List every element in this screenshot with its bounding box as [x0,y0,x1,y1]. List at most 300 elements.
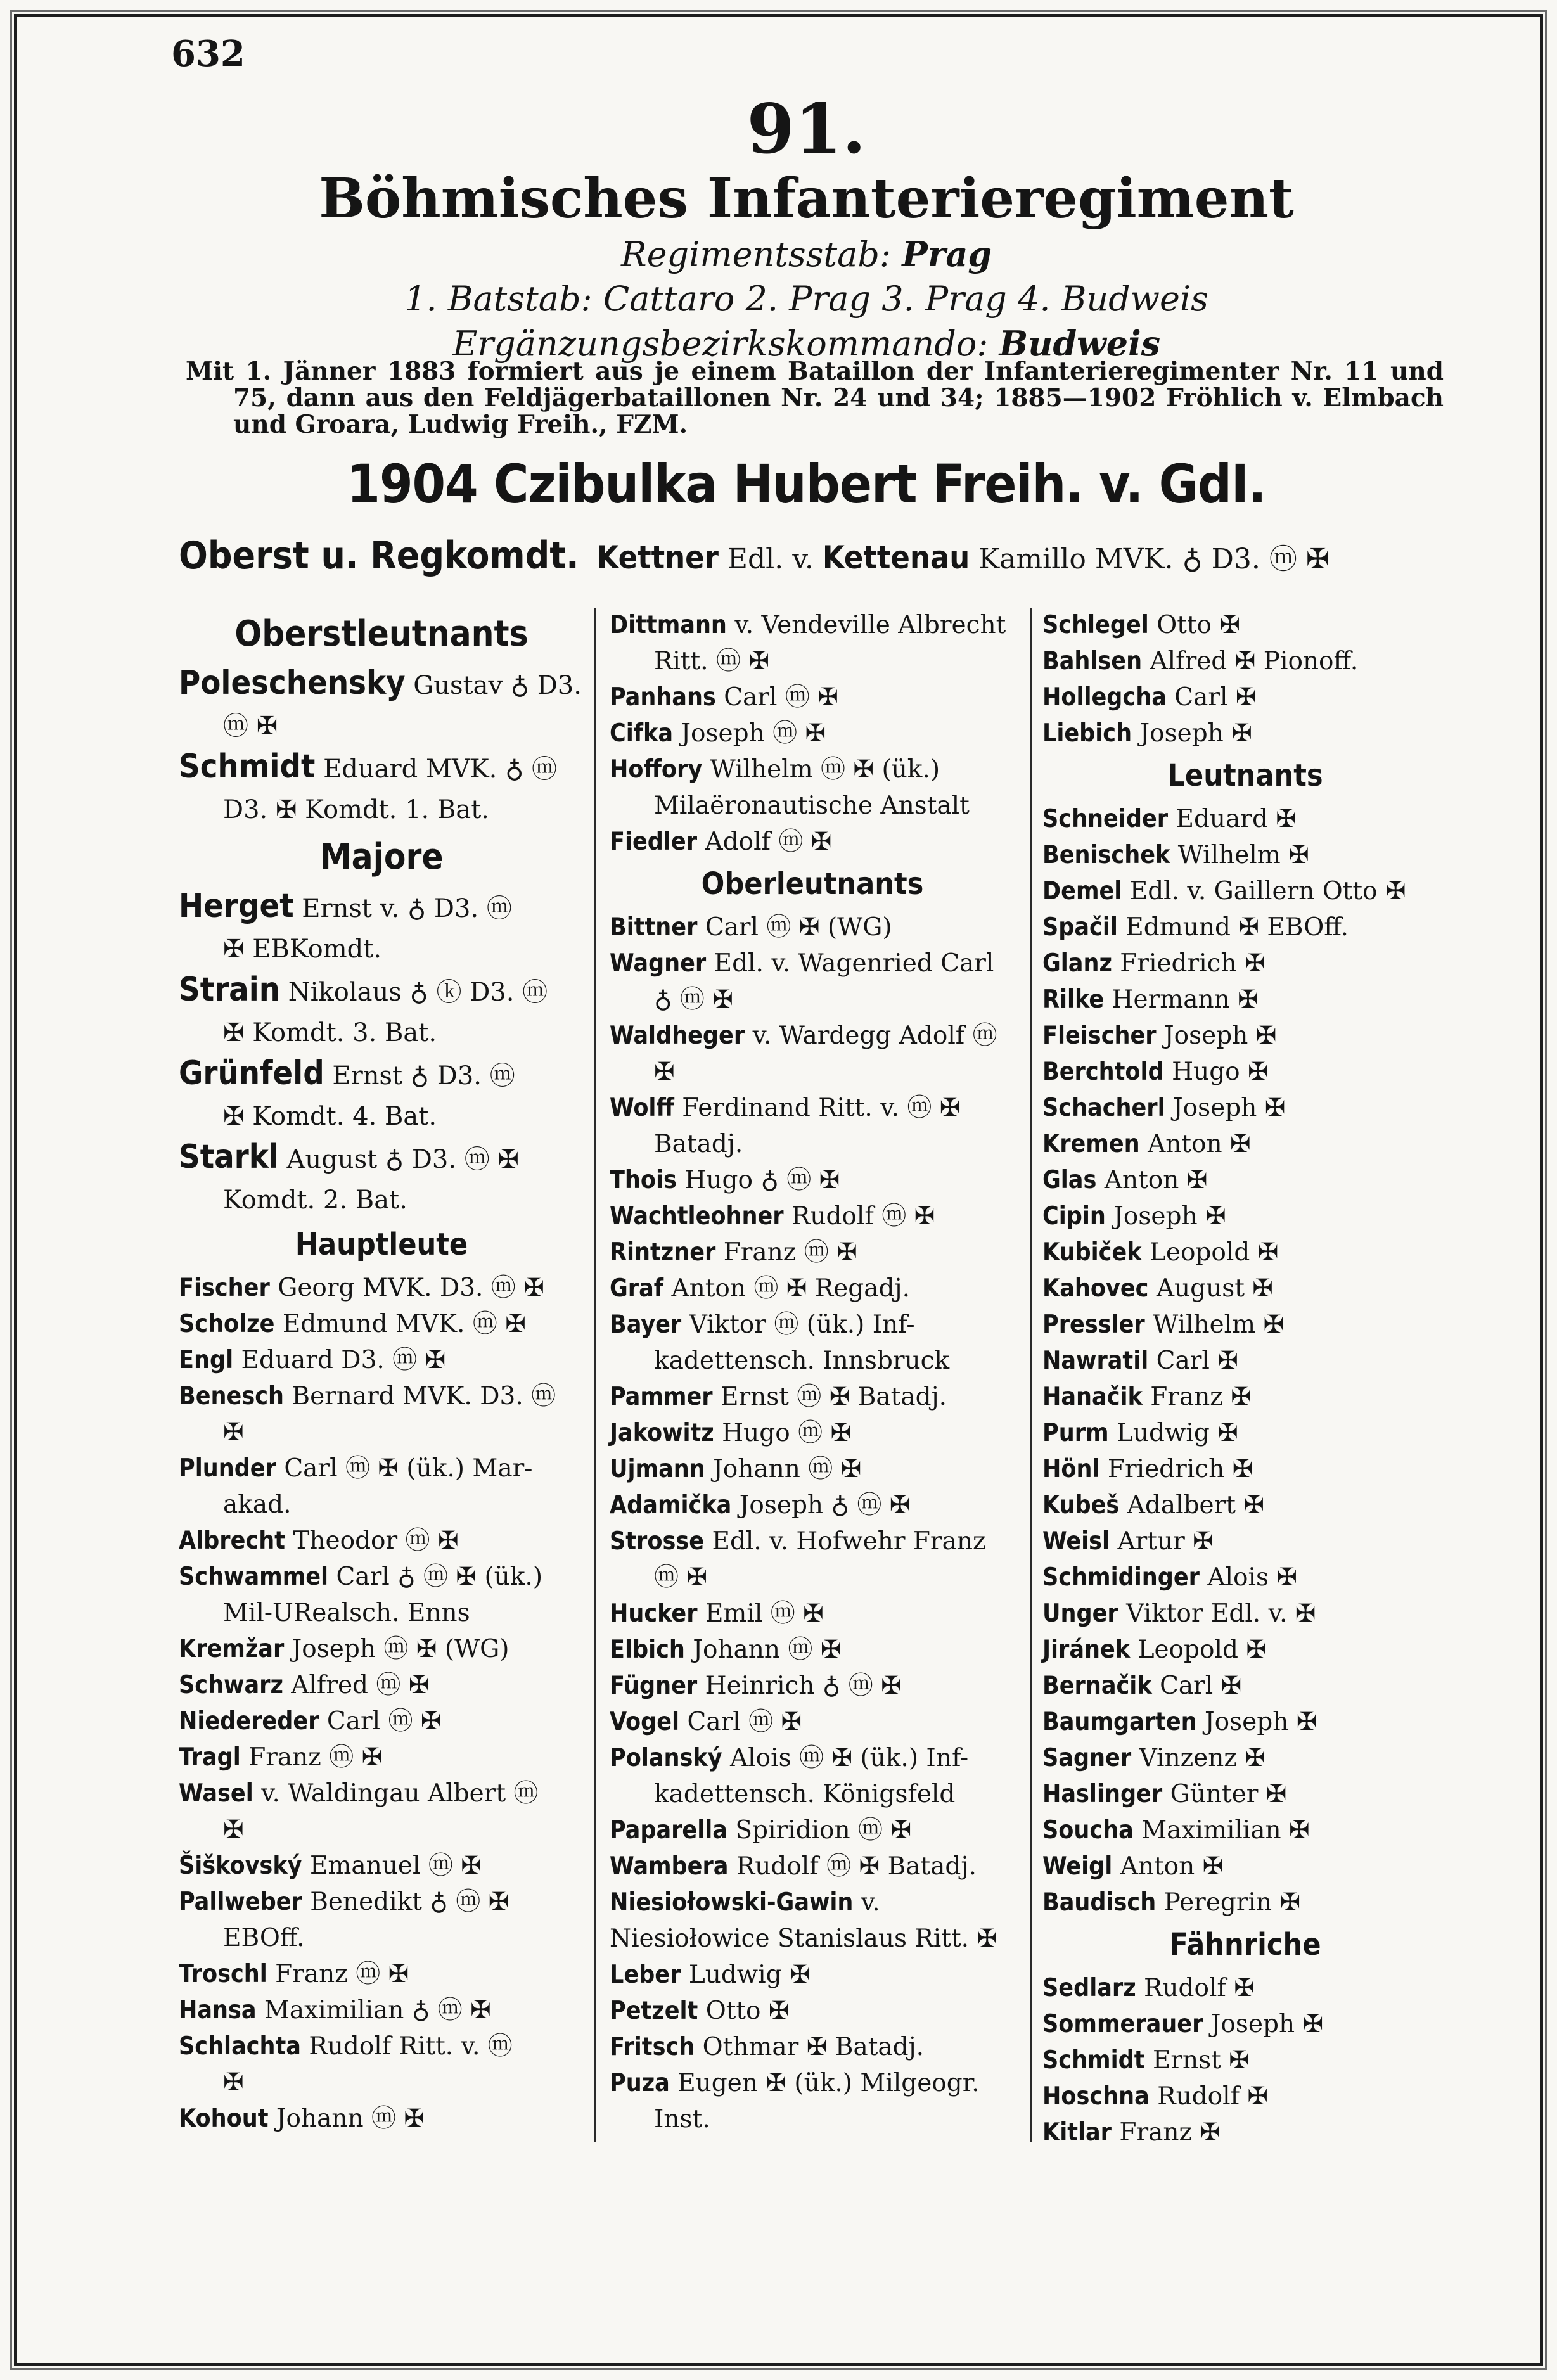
list-oberstleutnants [179,663,584,830]
entry-details: Joseph ✠ [1139,719,1252,748]
section-heading-hauptleute: Hauptleute [295,1227,468,1262]
entry-details: Otto ✠ [1157,611,1241,639]
roster-entry [1042,945,1448,982]
entry-details: Spiridion ⓜ ✠ [735,1816,912,1845]
entry-details: Carl ♁ ⓜ ✠ (ük.) [336,1563,543,1591]
roster-entry [1042,1379,1448,1415]
entry-continuation: Mil-URealsch. Enns [223,1599,470,1627]
district-label: Ergänzungsbezirkskommando: [452,324,989,364]
roster-entry [179,1306,584,1342]
section-heading-leutnants: Leutnants [1167,758,1323,793]
entry-details: Alois ⓜ ✠ (ük.) Inf- [729,1744,969,1772]
entry-surname: Fritsch [610,2033,695,2061]
roster-entry [179,2101,584,2137]
colonel-line [179,532,1446,583]
regiment-history: Mit 1. Jänner 1883 formiert aus je einem Bataillon der Infanterieregimenter Nr. 11 und 75, dann aus den Feldjägerbataillonen Nr. 24 und 34; 1885—1902 Fröhlich v. Elmbach und Groara, Ludwig Freih., FZM. [186,357,1444,439]
roster-entry [179,1053,584,1096]
colonel-surname-2: Kettenau [822,539,970,576]
entry-details: Emanuel ⓜ ✠ [309,1852,482,1880]
entry-continuation: kadettensch. Innsbruck [654,1347,950,1375]
entry-details: Hermann ✠ [1112,985,1259,1014]
entry-details: Ernst ♁ D3. ⓜ [332,1061,515,1091]
roster-entry [179,1450,584,1487]
entry-details: Wilhelm ⓜ ✠ (ük.) [710,755,940,784]
roster-entry [610,1451,1015,1487]
entry-details: Leopold ✠ [1149,1238,1279,1267]
roster-entry [1042,1884,1448,1921]
entry-surname: Schlachta [179,2032,301,2061]
roster-entry [610,607,1015,643]
entry-surname: Wambera [610,1852,729,1881]
entry-surname: Hanačik [1042,1383,1143,1411]
entry-details: Rudolf ⓜ ✠ [791,1202,935,1231]
entry-details: Joseph ⓜ ✠ (WG) [292,1635,509,1663]
list-oberleutnants [610,909,1015,2137]
entry-surname: Hucker [610,1599,698,1628]
entry-surname: Schmidt [179,748,316,786]
roster-entry [1042,873,1448,909]
entry-surname: Kubeš [1042,1491,1120,1519]
roster-entry [1042,1487,1448,1523]
entry-details: Wilhelm ✠ [1177,841,1309,869]
entry-surname: Paparella [610,1816,727,1845]
entry-surname: Fügner [610,1672,698,1700]
entry-details: Eduard D3. ⓜ ✠ [241,1346,446,1374]
entry-details: Maximilian ♁ ⓜ ✠ [264,1996,491,2025]
roster-entry [1042,2006,1448,2042]
entry-details: Carl ✠ [1160,1672,1242,1700]
roster-entry [1042,1970,1448,2006]
entry-surname: Kohout [179,2104,269,2133]
list-majore [179,886,584,1220]
entry-details: Carl ⓜ ✠ [687,1708,802,1736]
entry-surname: Bittner [610,913,698,942]
entry-details: Edl. v. Hofwehr Franz [712,1527,986,1556]
entry-details: Franz ⓜ ✠ [275,1960,409,1988]
entry-details: Benedikt ♁ ⓜ ✠ [310,1888,509,1916]
entry-details: Viktor ⓜ (ük.) Inf- [689,1310,915,1339]
roster-entry [610,1668,1015,1704]
roster-entry [179,1342,584,1378]
roster-entry [610,1993,1015,2029]
entry-details: Ludwig ✠ [688,1961,811,1989]
district-city: Budweis [999,323,1161,364]
entry-details: Franz ⓜ ✠ [723,1238,857,1267]
list-oberleutnants-continued [1042,607,1448,752]
entry-surname: Rintzner [610,1238,716,1267]
entry-details: v. Wardegg Adolf ⓜ [752,1021,997,1050]
roster-entry [179,1137,584,1180]
entry-surname: Strain [179,971,281,1009]
entry-details: Carl ✠ [1156,1347,1238,1375]
entry-surname: Pressler [1042,1310,1145,1339]
entry-details: Friedrich ✠ [1107,1455,1253,1483]
colonel-label: Oberst u. Regkomdt. [179,534,579,578]
list-hauptleute [179,1270,584,2137]
entry-details: Adalbert ✠ [1127,1491,1265,1519]
roster-entry [610,945,1015,982]
roster-entry [610,1596,1015,1632]
entry-surname: Sedlarz [1042,1974,1136,2002]
regiment-owner: 1904 Czibulka Hubert Freih. v. GdI. [347,453,1266,515]
entry-continuation: D3. ✠ Komdt. 1. Bat. [223,795,490,824]
entry-surname: Troschl [179,1960,267,1988]
regiment-number: 91. [746,89,866,169]
roster-entry [610,909,1015,945]
entry-surname: Panhans [610,683,716,712]
entry-surname: Scholze [179,1310,275,1338]
list-leutnants [1042,801,1448,1921]
roster-entry [179,746,584,790]
entry-surname: Polanský [610,1744,722,1772]
entry-details: Joseph ✠ [1113,1202,1226,1231]
roster-entry [179,1703,584,1739]
entry-details: Heinrich ♁ ⓜ ✠ [705,1672,902,1700]
battalion-staffs: 1. Batstab: Cattaro 2. Prag 3. Prag 4. Budweis [404,279,1208,319]
roster-entry [610,1090,1015,1126]
roster-entry [610,1740,1015,1776]
entry-details: Hugo ⓜ ✠ [722,1419,852,1447]
entry-continuation: kadettensch. Königsfeld [654,1780,956,1808]
roster-entry [1042,1668,1448,1704]
entry-details: Othmar ✠ Batadj. [702,2033,925,2061]
section-heading-oberstleutnants: Oberstleutnants [234,613,529,655]
entry-details: Emil ⓜ ✠ [705,1599,824,1628]
roster-entry [610,1812,1015,1848]
entry-continuation: ⓜ ✠ [223,712,278,741]
entry-details: Adolf ⓜ ✠ [705,828,832,856]
roster-entry [1042,1632,1448,1668]
roster-entry [179,663,584,706]
entry-details: Rudolf Ritt. v. ⓜ [309,2032,513,2061]
entry-surname: Sommerauer [1042,2010,1203,2038]
entry-surname: Grünfeld [179,1054,324,1092]
entry-details: v. Vendeville Albrecht [734,611,1006,639]
roster-entry [1042,1848,1448,1884]
entry-details: Joseph ✠ [1164,1021,1277,1050]
entry-details: Carl ⓜ ✠ (ük.) Mar- [284,1454,533,1483]
entry-surname: Petzelt [610,1997,698,2025]
roster-entry [1042,1812,1448,1848]
entry-surname: Kahovec [1042,1274,1149,1303]
entry-details: Johann ⓜ ✠ [276,2104,425,2133]
roster-entry [1042,2042,1448,2078]
entry-details: Rudolf ✠ [1157,2082,1269,2111]
entry-details: Ernst v. ♁ D3. ⓜ [302,894,512,923]
roster-entry [179,1739,584,1775]
entry-details: Eduard MVK. ♁ ⓜ [323,755,558,784]
roster-entry [1042,1270,1448,1307]
roster-entry [179,2028,584,2064]
roster-entry [1042,1343,1448,1379]
roster-entry [610,1884,1015,1957]
roster-entry [1042,607,1448,643]
entry-surname: Thois [610,1166,677,1194]
roster-entry [1042,2078,1448,2114]
roster-entry [1042,1162,1448,1198]
roster-entry [610,1270,1015,1307]
entry-surname: Wagner [610,949,707,978]
entry-surname: Fischer [179,1274,270,1302]
entry-continuation: Batadj. [654,1130,743,1158]
entry-details: Joseph ✠ [1173,1094,1286,1122]
entry-surname: Schmidinger [1042,1563,1200,1592]
entry-surname: Engl [179,1346,234,1374]
entry-surname: Hoffory [610,755,703,784]
entry-details: Viktor Edl. v. ✠ [1126,1599,1316,1628]
entry-continuation: akad. [223,1490,292,1519]
entry-surname: Wachtleohner [610,1202,784,1231]
roster-entry [610,1957,1015,1993]
entry-details: Carl ✠ [1174,683,1257,712]
entry-surname: Starkl [179,1138,279,1176]
entry-details: Anton ✠ [1104,1166,1208,1194]
page-number: 632 [171,33,245,75]
entry-surname: Schmidt [1042,2046,1145,2075]
roster-entry [610,679,1015,715]
entry-details: Edmund MVK. ⓜ ✠ [282,1310,526,1338]
entry-details: Anton ✠ [1148,1130,1251,1158]
entry-surname: Berchtold [1042,1058,1164,1086]
roster-entry [179,969,584,1013]
entry-continuation: EBOff. [223,1924,305,1952]
entry-details: Otto ✠ [705,1997,790,2025]
roster-entry [179,1884,584,1920]
roster-entry [1042,2114,1448,2151]
roster-entry [1042,1307,1448,1343]
entry-surname: Šiškovský [179,1852,302,1880]
entry-surname: Elbich [610,1635,685,1664]
entry-details: Joseph ♁ ⓜ ✠ [739,1491,911,1519]
entry-details: Eugen ✠ (ük.) Milgeogr. [677,2069,980,2097]
roster-entry [179,886,584,929]
entry-surname: Demel [1042,877,1122,905]
entry-surname: Dittmann [610,611,727,639]
entry-surname: Kremen [1042,1130,1140,1158]
entry-details: Eduard ✠ [1176,805,1297,833]
roster-entry [1042,1415,1448,1451]
entry-surname: Hollegcha [1042,683,1167,712]
entry-surname: Waldheger [610,1021,745,1050]
entry-details: Georg MVK. D3. ⓜ ✠ [278,1274,544,1302]
entry-surname: Wasel [179,1779,253,1808]
entry-details: Maximilian ✠ [1141,1816,1310,1845]
colonel-title: Edl. v. [727,543,814,575]
roster-entry [179,1775,584,1812]
entry-details: August ♁ D3. ⓜ ✠ [286,1145,520,1174]
entry-surname: Herget [179,887,294,925]
entry-surname: Poleschensky [179,664,406,702]
entry-details: Peregrin ✠ [1163,1888,1301,1917]
entry-continuation: ✠ [223,1418,244,1447]
entry-surname: Hansa [179,1996,257,2025]
entry-details: Joseph ⓜ ✠ [681,719,826,748]
entry-surname: Haslinger [1042,1780,1163,1808]
entry-surname: Soucha [1042,1816,1134,1845]
entry-details: Theodor ⓜ ✠ [293,1526,459,1555]
entry-details: Ernst ✠ [1152,2046,1250,2075]
regiment-title: Böhmisches Infanterieregiment [319,167,1294,231]
entry-surname: Kremžar [179,1635,285,1663]
entry-surname: Leber [610,1961,681,1989]
entry-details: Friedrich ✠ [1120,949,1265,978]
entry-surname: Weigl [1042,1852,1113,1881]
entry-surname: Baumgarten [1042,1708,1197,1736]
roster-entry [610,1234,1015,1270]
staff-label: Regimentsstab: [620,234,892,274]
entry-surname: Glas [1042,1166,1097,1194]
entry-details: Johann ⓜ ✠ [713,1455,862,1483]
entry-details: Joseph ✠ [1210,2010,1324,2038]
entry-continuation: ✠ [223,2068,244,2097]
roster-entry [610,1487,1015,1523]
entry-details: Bernard MVK. D3. ⓜ [292,1382,556,1411]
entry-details: Carl ⓜ ✠ [724,683,838,712]
entry-surname: Rilke [1042,985,1105,1014]
entry-surname: Strosse [610,1527,705,1556]
entry-details: Carl ⓜ ✠ (WG) [705,913,892,942]
entry-surname: Fleischer [1042,1021,1157,1050]
column-divider-1 [594,608,596,2142]
entry-surname: Schwammel [179,1563,329,1591]
entry-details: Alois ✠ [1207,1563,1298,1592]
entry-surname: Kubiček [1042,1238,1142,1267]
entry-surname: Weisl [1042,1527,1110,1556]
entry-surname: Schacherl [1042,1094,1165,1122]
entry-continuation: ♁ ⓜ ✠ [654,985,733,1014]
staff-city: Prag [902,234,992,274]
entry-details: Nikolaus ♁ ⓚ D3. ⓜ [288,978,548,1007]
entry-continuation: ✠ Komdt. 3. Bat. [223,1018,437,1047]
entry-surname: Spačil [1042,913,1118,942]
roster-entry [1042,1559,1448,1596]
entry-continuation: ✠ EBKomdt. [223,935,382,964]
list-hauptleute-continued [610,607,1015,860]
roster-entry [1042,1704,1448,1740]
entry-surname: Tragl [179,1743,241,1772]
roster-entry [1042,1523,1448,1559]
roster-entry [179,1848,584,1884]
entry-details: Hugo ♁ ⓜ ✠ [684,1166,840,1194]
roster-entry [179,1523,584,1559]
entry-surname: Schwarz [179,1671,283,1699]
entry-details: v. Waldingau Albert ⓜ [261,1779,539,1808]
entry-surname: Jiránek [1042,1635,1131,1664]
column-1 [179,607,584,2137]
roster-entry [610,1018,1015,1054]
colonel-surname: Kettner [596,539,719,576]
entry-surname: Purm [1042,1419,1109,1447]
entry-details: Anton ⓜ ✠ Regadj. [671,1274,910,1303]
roster-entry [610,1415,1015,1451]
roster-entry [1042,909,1448,945]
entry-surname: Cifka [610,719,674,748]
roster-entry [1042,982,1448,1018]
entry-surname: Sagner [1042,1744,1132,1772]
roster-entry [1042,1126,1448,1162]
entry-surname: Albrecht [179,1526,285,1555]
entry-details: Ludwig ✠ [1116,1419,1238,1447]
regiment-header [165,89,1448,366]
roster-entry [179,1667,584,1703]
colonel-details: Kamillo MVK. ♁ D3. ⓜ ✠ [978,543,1330,575]
entry-surname: Adamička [610,1491,732,1519]
roster-entry [610,1198,1015,1234]
roster-entry [610,824,1015,860]
entry-surname: Graf [610,1274,664,1303]
roster-entry [179,1378,584,1414]
entry-surname: Bayer [610,1310,682,1339]
entry-details: Hugo ✠ [1172,1058,1269,1086]
entry-details: Artur ✠ [1117,1527,1214,1556]
entry-surname: Schlegel [1042,611,1149,639]
entry-surname: Fiedler [610,828,698,856]
entry-surname: Kitlar [1042,2118,1112,2147]
entry-surname: Niedereder [179,1707,319,1736]
roster-entry [610,1379,1015,1415]
entry-details: Rudolf ⓜ ✠ Batadj. [736,1852,977,1881]
entry-details: Alfred ✠ Pionoff. [1150,647,1359,675]
entry-details: August ✠ [1156,1274,1273,1303]
entry-surname: Wolff [610,1094,674,1122]
entry-details: Leopold ✠ [1137,1635,1267,1664]
entry-details: Johann ⓜ ✠ [693,1635,842,1664]
section-heading-faehnriche: Fähnriche [1169,1927,1321,1962]
roster-entry [1042,1451,1448,1487]
roster-entry [610,1307,1015,1343]
entry-surname: Benesch [179,1382,284,1411]
entry-details: Vinzenz ✠ [1139,1744,1265,1772]
entry-surname: Bahlsen [1042,647,1143,675]
entry-surname: Baudisch [1042,1888,1157,1917]
roster-entry [610,1704,1015,1740]
entry-surname: Nawratil [1042,1347,1149,1375]
roster-entry [1042,679,1448,715]
roster-entry [179,1559,584,1595]
entry-surname: Niesiołowski-Gawin [610,1888,854,1917]
roster-entry [179,1631,584,1667]
roster-entry [1042,837,1448,873]
entry-details: Rudolf ✠ [1144,1974,1255,2002]
entry-continuation: Komdt. 2. Bat. [223,1186,407,1215]
entry-surname: Bernačik [1042,1672,1152,1700]
entry-details: Ernst ⓜ ✠ Batadj. [720,1383,947,1411]
entry-surname: Unger [1042,1599,1118,1628]
entry-details: Wilhelm ✠ [1153,1310,1285,1339]
entry-continuation: ✠ Komdt. 4. Bat. [223,1102,437,1131]
roster-entry [1042,1018,1448,1054]
roster-entry [610,715,1015,752]
entry-details: Joseph ✠ [1205,1708,1317,1736]
column-2 [610,607,1015,2137]
column-3 [1042,607,1448,2151]
roster-entry [1042,1234,1448,1270]
entry-details: Edmund ✠ EBOff. [1125,913,1349,942]
section-heading-majore: Majore [319,836,444,878]
entry-surname: Jakowitz [610,1419,714,1447]
roster-entry [1042,643,1448,679]
roster-entry [1042,801,1448,837]
entry-details: Gustav ♁ D3. [413,671,582,700]
roster-entry [1042,1740,1448,1776]
entry-surname: Glanz [1042,949,1112,978]
roster-entry [179,1992,584,2028]
roster-entry [610,2065,1015,2101]
entry-surname: Liebich [1042,719,1132,748]
roster-entry [610,1162,1015,1198]
entry-surname: Pammer [610,1383,713,1411]
roster-entry [1042,1596,1448,1632]
